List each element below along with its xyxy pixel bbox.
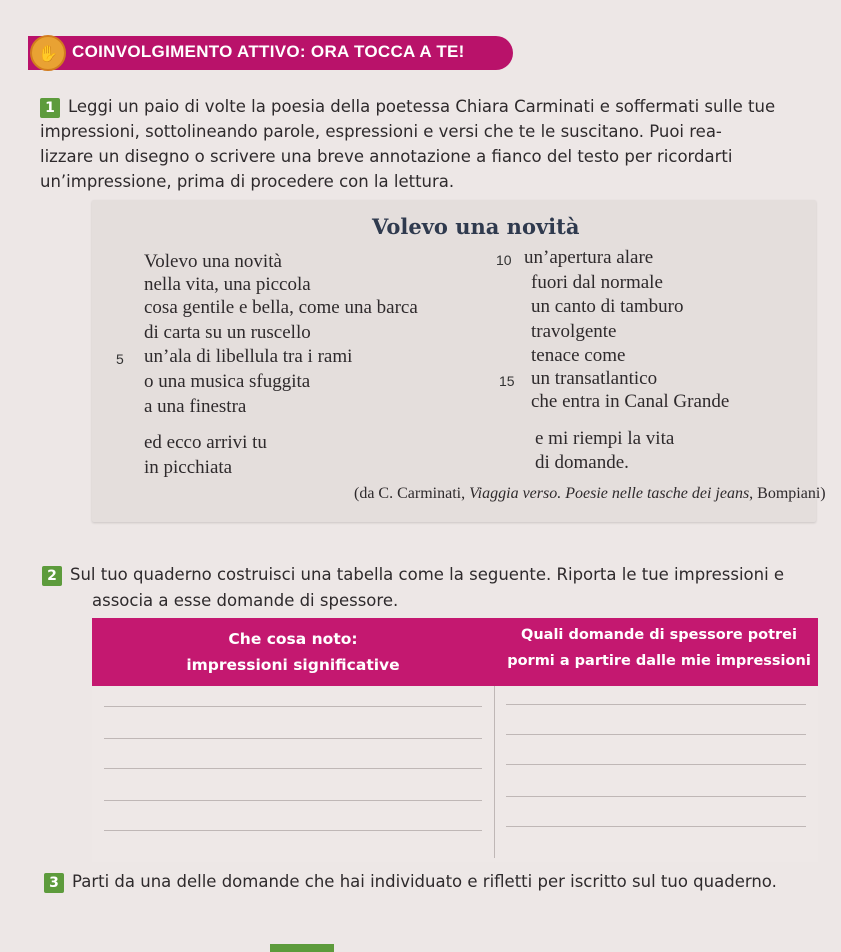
line-number: 10	[496, 252, 512, 268]
verse: un’ala di libellula tra i rami	[144, 346, 353, 367]
verse: a una finestra	[144, 396, 247, 417]
impressions-table	[92, 618, 818, 862]
verse: o una musica sfuggita	[144, 371, 311, 392]
table-row-line	[104, 706, 482, 707]
exercise-1: 1 Leggi un paio di volte la poesia della poetessa Chiara Carminati e soffermati sulle tue impressioni, sottolineando parole, espressioni e versi che te le suscitano. Puoi rea- lizzare un disegno o scrivere una breve annotazione a fianco del testo per ricordarti un’impressione, prima di procedere con la lettura.	[40, 97, 776, 191]
verse: di domande.	[535, 452, 629, 473]
verse: un’apertura alare	[524, 247, 654, 268]
table-row-line	[506, 734, 806, 735]
table-body	[92, 686, 818, 862]
poem-title: Volevo una novità	[372, 214, 580, 239]
table-row-line	[104, 768, 482, 769]
exercise-number: 2	[42, 566, 62, 586]
table-row-line	[104, 800, 482, 801]
table-row-line	[506, 796, 806, 797]
table-row-line	[506, 826, 806, 827]
verse: ed ecco arrivi tu	[144, 432, 267, 453]
line-number: 5	[116, 351, 124, 367]
poem-credit: (da C. Carminati, Viaggia verso. Poesie nelle tasche dei jeans, Bompiani)	[354, 485, 826, 502]
verse: travolgente	[531, 321, 617, 342]
verse: e mi riempi la vita	[535, 428, 675, 449]
verse: Volevo una novità	[144, 251, 282, 272]
exercise-number: 1	[40, 98, 60, 118]
verse: cosa gentile e bella, come una barca	[144, 297, 418, 318]
decorative-strip	[270, 944, 334, 952]
table-header-col1: Che cosa noto: impressioni significative	[186, 630, 400, 674]
verse: un canto di tamburo	[531, 296, 684, 317]
table-row-line	[104, 738, 482, 739]
verse: di carta su un ruscello	[144, 322, 311, 343]
section-title: COINVOLGIMENTO ATTIVO: ORA TOCCA A TE!	[72, 42, 465, 61]
line-number: 15	[499, 373, 515, 389]
verse: tenace come	[531, 345, 626, 366]
exercise-2: 2 Sul tuo quaderno costruisci una tabella come la seguente. Riporta le tue impressioni e associa a esse domande di spessore.	[72, 562, 784, 614]
table-row-line	[104, 830, 482, 831]
table-row-line	[506, 764, 806, 765]
verse: fuori dal normale	[531, 272, 663, 293]
exercise-number: 3	[44, 873, 64, 893]
verse: nella vita, una piccola	[144, 274, 311, 295]
hand-icon: ✋	[30, 35, 66, 71]
table-header-col2: Quali domande di spessore potrei pormi a partire dalle mie impressioni	[507, 627, 811, 669]
verse: un transatlantico	[531, 368, 658, 389]
exercise-3: 3 Parti da una delle domande che hai individuato e rifletti per iscritto sul tuo quaderno.	[44, 872, 777, 893]
verse: che entra in Canal Grande	[531, 391, 730, 412]
verse: in picchiata	[144, 457, 233, 478]
table-row-line	[506, 704, 806, 705]
table-divider	[494, 686, 495, 858]
